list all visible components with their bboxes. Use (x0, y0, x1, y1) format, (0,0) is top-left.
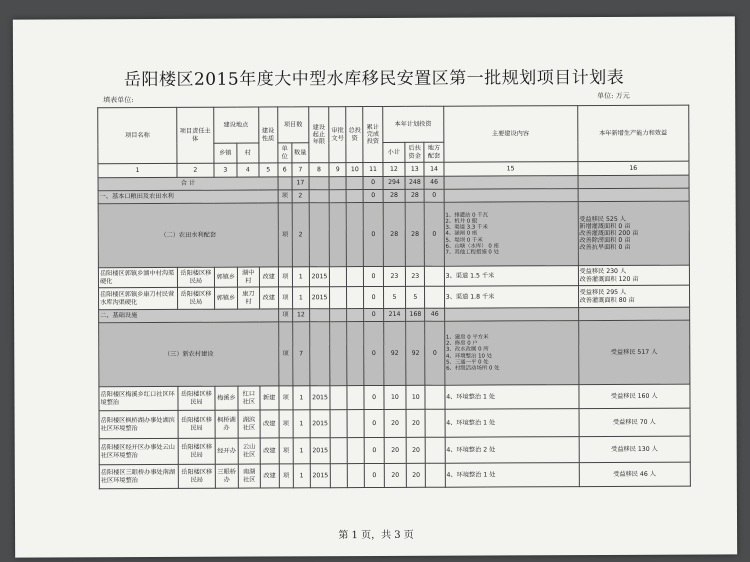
table-row: 岳阳楼区三眼桥办事处南湖社区环境整治 岳阳楼区移民局 三眼桥办 南湖社区 改建 项 1 2015 0 20 20 4、环境整治 1 处 受益移民 46 人 (99, 462, 690, 489)
section-row-1: 一、基本口粮田及农田水利 项 2 0 28 28 0 (98, 188, 689, 204)
header-nature: 建设性质 (258, 107, 278, 163)
page-title: 岳阳楼区2015年度大中型水库移民安置区第一批规划项目计划表 (123, 67, 625, 91)
header-total-invest: 总投资 (346, 107, 363, 163)
subsection-row-1: （二）农田水利配套 项 2 0 28 28 0 1、排灌站 0 千瓦 2、机井 0 眼 3、渠道 3.3 千米 4、涵闸 0 座 5、堤坝 0 千米 6、山塘（水库） 0 座 7、其他工程措施 0 处 受益移民 525 人 新增灌溉面积 0 亩 改善灌溉面积 200 亩 改善除涝面积 0 亩 改善抗旱面积 0 亩 (98, 201, 689, 268)
header-subtotal: 小计 (383, 142, 406, 162)
content-list: 1、建房 0 平方米 2、修房 0 户 3、改水改厕 0 所 4、环境整治 10 处 5、三通一平 0 处 6、村级活动场所 0 处 (444, 321, 578, 386)
header-subject: 项目责任主体 (177, 107, 214, 163)
header-unit: 单位 (278, 143, 292, 163)
table-row: 岳阳楼区经开区办事处云山社区环境整治 岳阳楼区移民局 经开办 云山社区 改建 项 1 2015 0 20 20 4、环境整治 2 处 受益移民 130 人 (99, 436, 690, 465)
header-plan-invest: 本年计划投资 (382, 106, 443, 142)
column-number-row: 1 2 3 4 5 6 7 8 9 10 11 12 13 14 15 16 (98, 161, 689, 178)
plan-table (97, 105, 691, 490)
subsection-row-2: （三）新农村建设 项 7 0 92 92 0 1、建房 0 平方米 2、修房 0 户 3、改水改厕 0 所 4、环境整治 10 处 5、三通一平 0 处 6、村级活动场所 0 处 受益移民 517 人 (99, 320, 690, 387)
benefit-list: 受益移民 525 人 新增灌溉面积 0 亩 改善灌溉面积 200 亩 改善除涝面积 0 亩 改善抗旱面积 0 亩 (578, 201, 690, 265)
table-row: 岳阳楼区梅溪乡红口社区环境整治 岳阳楼区移民局 梅溪乡 红口社区 新建 项 1 2015 0 10 10 4、环境整治 1 处 受益移民 160 人 (99, 384, 690, 411)
document-page (13, 16, 737, 557)
header-approval: 审批文号 (329, 107, 346, 163)
header-year: 建设起止年限 (309, 107, 330, 163)
table-row: 岳阳楼区郭镇乡湖中村沟渠硬化 岳阳楼区移民局 郭镇乡 湖中村 改建 项 1 2015 0 23 23 3、渠道 1.5 千米 受益移民 230 人 改善灌溉面积 120 亩 (98, 265, 689, 288)
header-capacity: 本年新增生产能力和效益 (577, 105, 689, 161)
header-content: 主要建设内容 (443, 106, 577, 163)
page-footer: 第 1 页，共 3 页 (338, 529, 414, 542)
header-completed: 累计完成投资 (363, 106, 383, 162)
header-township: 乡镇 (213, 143, 237, 163)
header-count: 项目数 (278, 107, 309, 143)
table-row: 岳阳楼区枫桥湖办事处湖滨社区环境整治 岳阳楼区移民局 枫桥湖办 湖滨社区 改建 项 1 2015 0 20 20 4、环境整治 1 处 受益移民 70 人 (99, 408, 690, 439)
header-name: 项目名称 (98, 107, 177, 163)
header-later-fund: 后扶资金 (405, 142, 424, 162)
content-list: 1、排灌站 0 千瓦 2、机井 0 眼 3、渠道 3.3 千米 4、涵闸 0 座 5、堤坝 0 千米 6、山塘（水库） 0 座 7、其他工程措施 0 处 (444, 202, 578, 267)
header-row-1 (98, 105, 689, 144)
unit-label: 单位: 万元 (597, 91, 630, 101)
total-row: 合 计 17 0 294 248 46 (98, 175, 689, 191)
filler-label: 填表单位: (103, 96, 134, 105)
table-row: 岳阳楼区郭镇乡康刀村民营水库沟渠硬化 岳阳楼区移民局 郭镇乡 康刀村 改建 项 1 2015 0 5 5 3、渠道 1.8 千米 受益移民 295 人 改善灌溉面积 80 亩 (99, 285, 690, 310)
header-local-fund: 地方配套 (424, 142, 443, 162)
header-village: 村 (237, 143, 258, 163)
section-row-2: 二、基础设施 项 12 0 214 168 46 (99, 307, 690, 323)
header-qty: 数量 (292, 143, 309, 163)
header-location: 建设地点 (213, 107, 258, 143)
